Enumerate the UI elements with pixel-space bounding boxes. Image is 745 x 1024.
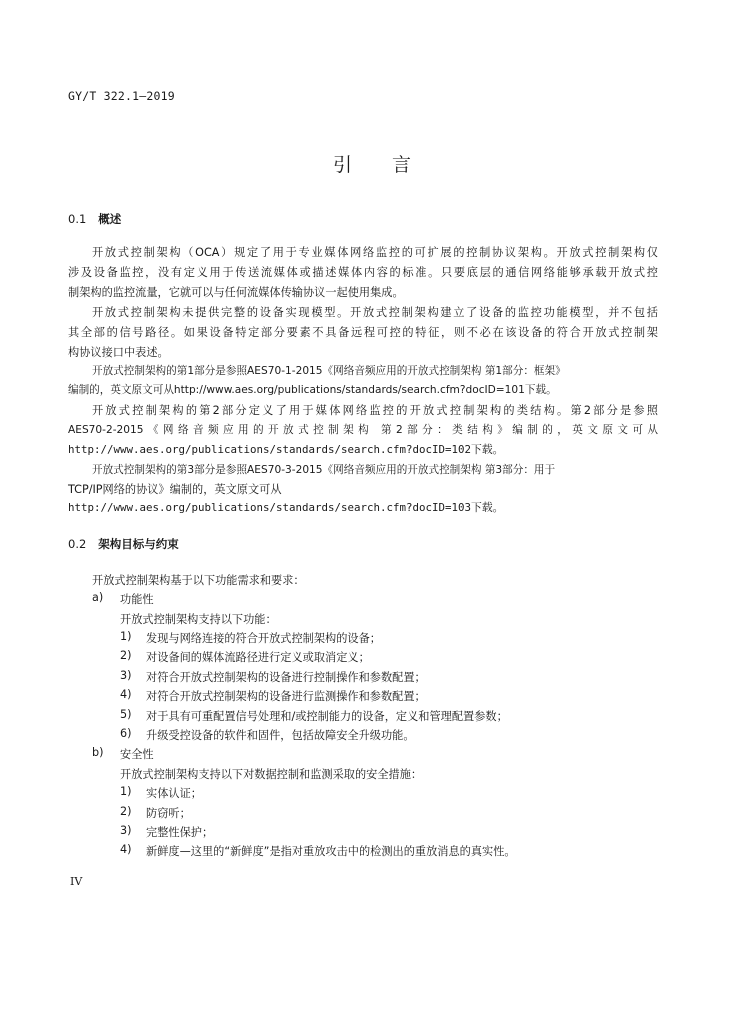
sub-item-text: 完整性保护； <box>146 826 214 839</box>
section-number: 0.1 <box>68 212 87 226</box>
paragraph-line: http://www.aes.org/publications/standards/search.cfm?docID=102下载。 <box>68 443 504 456</box>
sub-item-number: 1) <box>120 630 132 643</box>
list-marker: b) <box>92 746 104 759</box>
section-heading-goals <box>68 536 179 552</box>
section-title: 概述 <box>98 212 122 226</box>
list-lead: 开放式控制架构支持以下功能： <box>120 613 277 626</box>
paragraph-line: TCP/IP网络的协议》编制的，英文原文可从 <box>68 483 282 496</box>
paragraph-line: 开放式控制架构的第3部分是参照AES70-3-2015《网络音频应用的开放式控制架构 第3部分：用于 <box>92 464 556 476</box>
paragraph-line: 编制的，英文原文可从http://www.aes.org/publications/standards/search.cfm?docID=101下载。 <box>68 384 557 396</box>
list-marker: a) <box>92 591 104 604</box>
list-lead: 开放式控制架构支持以下对数据控制和监测采取的安全措施： <box>120 768 423 781</box>
paragraph-line: http://www.aes.org/publications/standards/search.cfm?docID=103下载。 <box>68 501 504 514</box>
list-label: 功能性 <box>120 593 154 606</box>
sub-item-text: 对于具有可重配置信号处理和/或控制能力的设备，定义和管理配置参数； <box>146 710 508 723</box>
sub-item-number: 1) <box>120 785 132 798</box>
paragraph-line: 其全部的信号路径。如果设备特定部分要素不具备远程可控的特征，则不必在该设备的符合开放式控制架 <box>68 326 658 339</box>
sub-item-number: 2) <box>120 805 132 818</box>
paragraph-line: 构协议接口中表述。 <box>68 346 169 359</box>
list-label: 安全性 <box>120 748 154 761</box>
sub-item-text: 对符合开放式控制架构的设备进行控制操作和参数配置； <box>146 671 426 684</box>
sub-item-number: 3) <box>120 824 132 837</box>
sub-item-number: 4) <box>120 688 132 701</box>
sub-item-text: 新鲜度—这里的“新鲜度”是指对重放攻击中的检测出的重放消息的真实性。 <box>146 845 516 858</box>
sub-item-text: 升级受控设备的软件和固件，包括故障安全升级功能。 <box>146 729 415 742</box>
sub-item-text: 防窃听； <box>146 807 191 820</box>
section-number: 0.2 <box>68 537 87 551</box>
sub-item-number: 6) <box>120 727 132 740</box>
title-char-1: 引 <box>332 154 353 176</box>
sub-item-number: 5) <box>120 708 132 721</box>
title-char-2: 言 <box>392 154 413 176</box>
goals-intro: 开放式控制架构基于以下功能需求和要求： <box>92 574 305 587</box>
paragraph-line: 涉及设备监控，没有定义用于传送流媒体或描述媒体内容的标准。只要底层的通信网络能够承载开放式控 <box>68 266 658 279</box>
section-heading-overview <box>68 211 121 227</box>
paragraph-line: 开放式控制架构未提供完整的设备实现模型。开放式控制架构建立了设备的监控功能模型，并不包括 <box>92 306 658 319</box>
document-number: GY/T 322.1—2019 <box>68 89 175 103</box>
sub-item-number: 2) <box>120 649 132 662</box>
sub-item-text: 对符合开放式控制架构的设备进行监测操作和参数配置； <box>146 690 426 703</box>
sub-item-text: 实体认证； <box>146 787 202 800</box>
paragraph-line: 制架构的监控流量，它就可以与任何流媒体传输协议一起使用集成。 <box>68 286 404 299</box>
paragraph-line: 开放式控制架构（OCA）规定了用于专业媒体网络监控的可扩展的控制协议架构。开放式控制架构仅 <box>92 246 658 259</box>
paragraph-line: 开放式控制架构的第2部分定义了用于媒体网络监控的开放式控制架构的类结构。第2部分是参照 <box>92 404 658 417</box>
paragraph-line: 开放式控制架构的第1部分是参照AES70-1-2015《网络音频应用的开放式控制架构 第1部分：框架》 <box>92 365 566 377</box>
sub-item-text: 对设备间的媒体流路径进行定义或取消定义； <box>146 651 370 664</box>
page-title <box>0 150 745 177</box>
sub-item-number: 4) <box>120 843 132 856</box>
sub-item-text: 发现与网络连接的符合开放式控制架构的设备； <box>146 632 381 645</box>
section-title: 架构目标与约束 <box>98 537 179 551</box>
page-number: IV <box>70 875 83 888</box>
paragraph-line: AES70-2-2015《网络音频应用的开放式控制架构 第2部分：类结构》编制的，英文原文可从 <box>68 424 658 436</box>
sub-item-number: 3) <box>120 669 132 682</box>
